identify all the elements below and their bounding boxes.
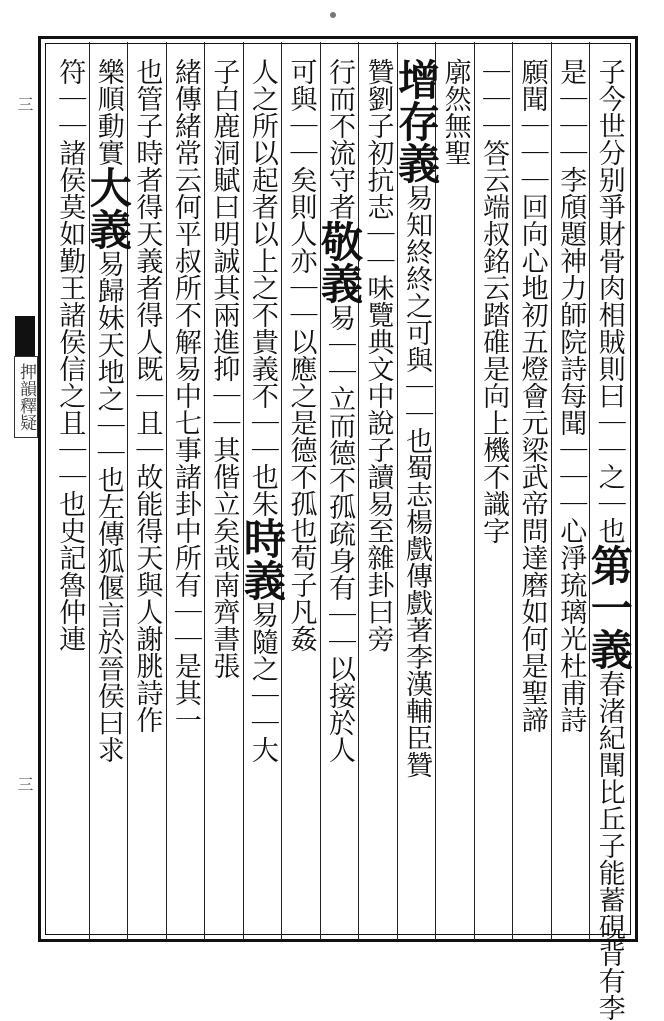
text-segment: 易歸妹天地之｜｜也左傳狐偃言於晉侯曰求 — [92, 250, 124, 763]
headword: 時義 — [237, 517, 287, 601]
text-segment: 諸侯莫如勤王諸侯信之且｜｜也史記魯仲連 — [54, 139, 86, 652]
text-column — [315, 58, 364, 928]
text-segment: 可與｜｜矣 — [285, 58, 317, 193]
text-segment: 春渚紀聞比丘子能蓄硯背有李 — [593, 670, 625, 1021]
headword: 敬義 — [315, 220, 364, 304]
text-segment: 願聞｜｜｜回向心地初五燈會元梁武帝問達磨如何是聖諦 — [516, 58, 548, 733]
text-segment: 易｜｜立而德不孤疏身有｜｜以接於人 — [324, 304, 355, 763]
text-column — [201, 58, 245, 928]
fore-edge-mark: 三 — [15, 96, 34, 112]
text-segment: 也管子時者得天義者得人既｜且｜故能得天與人謝朓詩作 — [131, 58, 163, 733]
text-segment: 贊劉子初抗志｜｜味覽典文中說子讀易至雜卦曰旁 — [362, 58, 394, 652]
text-segment: 子白鹿洞賦曰明誠其兩進抑｜｜其偕立 — [208, 58, 240, 517]
text-segment: 人之所以起者以上之不貴義不｜｜也朱 — [246, 58, 278, 517]
text-segment: 易知終終之可與｜｜也蜀志楊戲傳戲著李漢輔臣贊 — [401, 184, 433, 778]
text-column — [548, 58, 592, 928]
headword: 第一義 — [584, 544, 634, 670]
paper-spot — [330, 12, 336, 18]
text-column — [510, 58, 554, 928]
text-column — [163, 58, 207, 928]
text-segment: 易隨之｜｜大 — [246, 601, 278, 763]
text-column — [237, 58, 287, 928]
fore-edge-title: 押韻釋疑 — [14, 356, 38, 438]
headword: 增存義 — [392, 58, 442, 184]
text-column — [83, 58, 133, 928]
text-segment: 端叔銘云踏碓是向上機不識字 — [478, 193, 510, 544]
headword: 大義 — [83, 166, 133, 250]
text-segment: ｜｜｜答云 — [478, 58, 510, 193]
text-column — [278, 58, 322, 928]
text-segment: 廓然無聖 — [439, 58, 471, 166]
text-segment: 樂順動實 — [92, 58, 124, 166]
text-segment: 緒傳緒常云何平叔所不解易中七事諸卦中所有｜｜是其一 — [169, 58, 201, 733]
text-segment: 符｜｜ — [54, 58, 86, 139]
text-column — [584, 58, 634, 1021]
fore-edge-page-number: 三 — [15, 776, 34, 792]
text-segment: 行而不流守者 — [324, 58, 355, 220]
text-segment: 則人亦｜｜以應之是德不孤也荀子凡姦 — [285, 193, 317, 652]
text-column — [392, 58, 442, 928]
text-segment: 矣哉南齊書張 — [208, 517, 240, 679]
text-column — [433, 58, 477, 928]
text-column — [47, 58, 91, 928]
text-segment: 是｜｜｜李頎題神力師院詩每聞｜｜｜心淨琉璃光杜甫詩 — [555, 58, 587, 733]
text-column — [356, 58, 400, 928]
fore-edge-margin — [0, 36, 38, 942]
text-segment: 子今世分别爭財骨肉相賊則曰｜｜之｜也 — [593, 58, 625, 544]
fish-tail-mark — [15, 316, 35, 356]
text-column — [471, 58, 515, 928]
